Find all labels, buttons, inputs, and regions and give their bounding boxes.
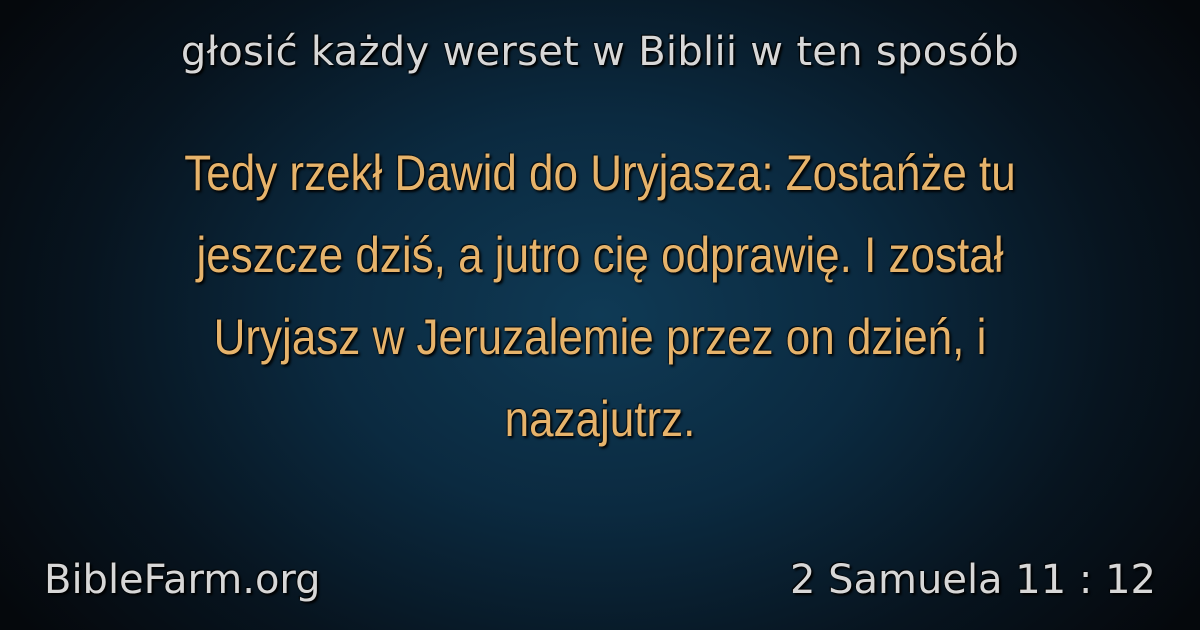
verse-reference: 2 Samuela 11 : 12 [789,557,1156,603]
header-tagline: głosić każdy werset w Biblii w ten sposób [180,29,1020,75]
verse-text: Tedy rzekł Dawid do Uryjasza: Zostańże tu jeszcze dziś, a jutro cię odprawię. I został Uryjasz w Jeruzalemie przez on dzień, i nazajutrz. [184,145,1016,447]
site-name: BibleFarm.org [44,557,321,603]
